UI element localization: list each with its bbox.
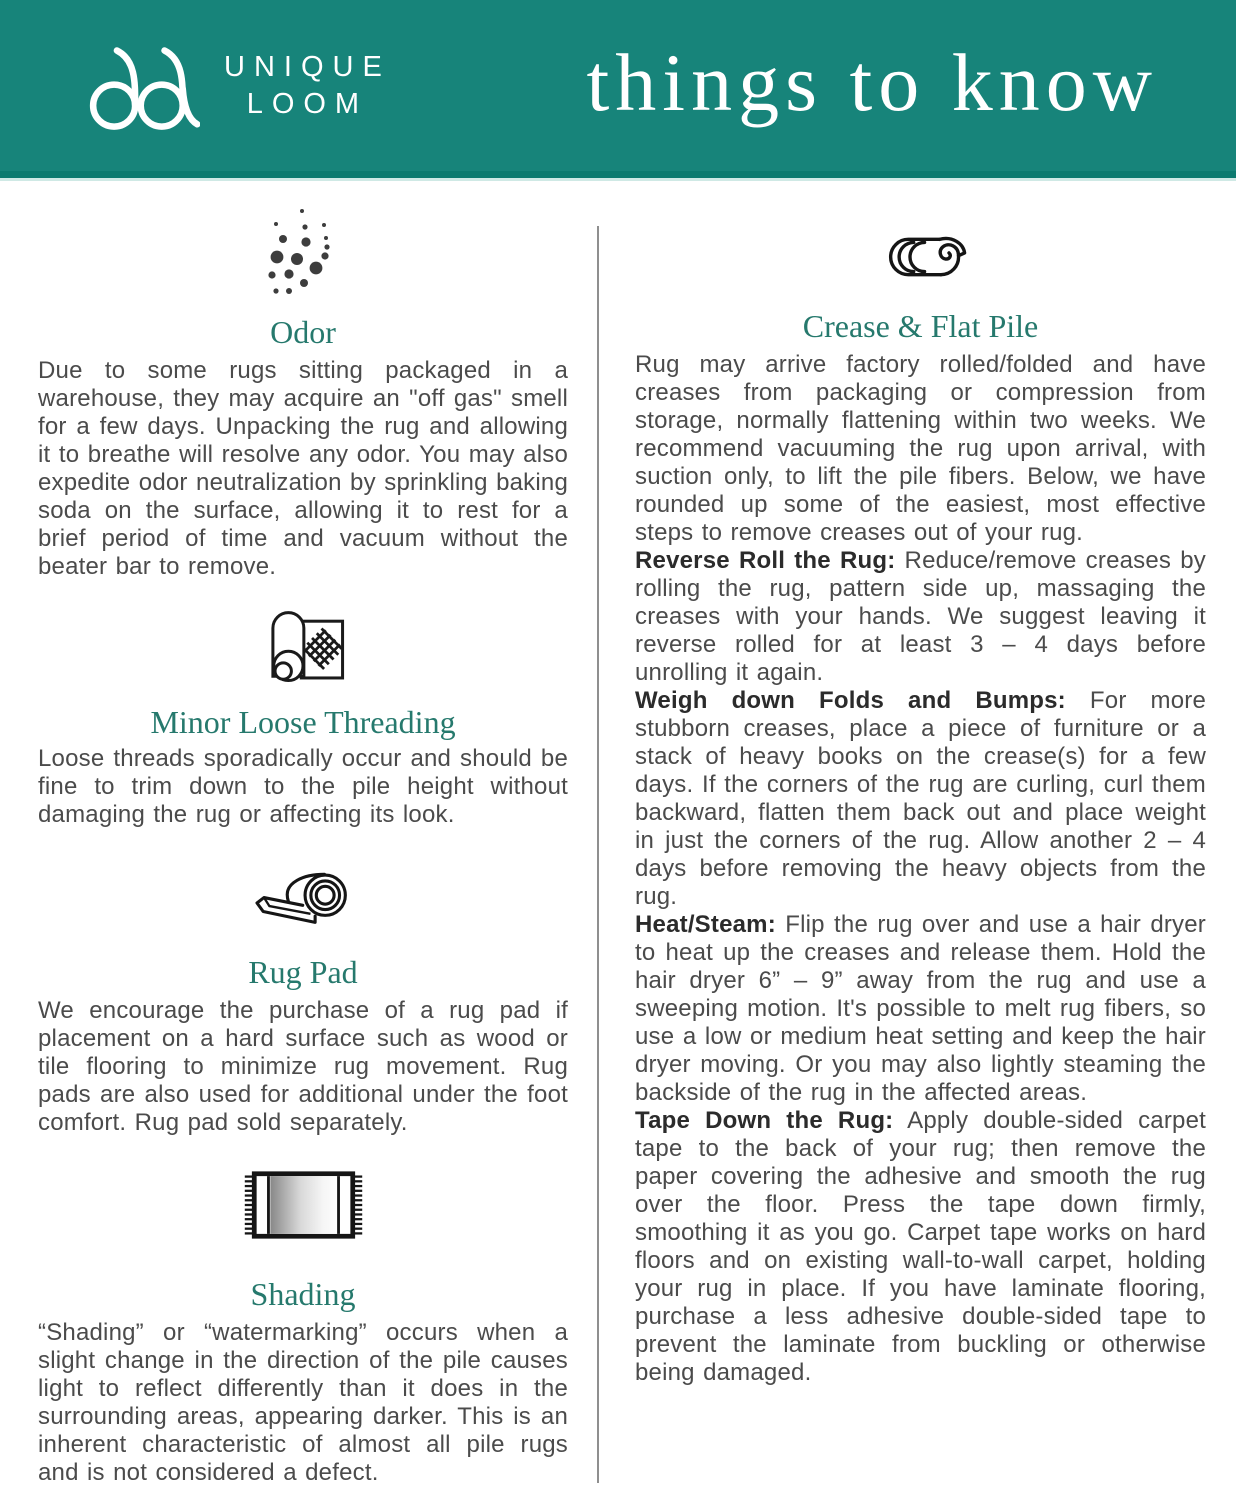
section-body-threading: Loose threads sporadically occur and should be fine to trim down to the pile height without damaging the rug or affecting its look. [38,745,568,828]
tip-tape-down [635,1107,1206,1387]
section-intro-crease: Rug may arrive factory rolled/folded and have creases from packaging or compression from storage, normally flattening within two weeks. We recommend vacuuming the rug upon arrival, with suction only, to lift the pile fibers. Below, we have rounded up some of the easiest, most effective steps to remove creases out of your rug. [635,351,1206,546]
section-title-crease: Crease & Flat Pile [802,308,1039,344]
tip-reverse-roll-text: Reduce/remove creases by rolling the rug, pattern side up, massaging the creases with your hands. We suggest leaving it reverse rolled for at least 3 – 4 days before unrolling it again. [635,547,1206,686]
tip-heat-steam-text: Flip the rug over and use a hair dryer to heat up the creases and release them. Hold the hair dryer 6” – 9” away from the rug and use a sweeping motion. It's possible to melt rug fibers, so use a low or medium heat setting and keep the hair dryer moving. Or you may also lightly steaming the backside of the rug in the affected areas. [635,911,1207,1106]
section-title-shading: Shading [250,1276,356,1312]
tip-weigh-down-label: Weigh down Folds and Bumps: [635,687,1066,714]
header-banner [0,0,1236,178]
tip-tape-down-label: Tape Down the Rug: [635,1107,894,1134]
section-crease [635,231,1206,1387]
tip-weigh-down-text: For more stubborn creases, place a piece of furniture or a stack of heavy books on the crease(s) for a few days. If the corners of the rug are curling, curl them backward, flatten them back out and place weight in just the corners of the rug. Allow another 2 – 4 days before removing the heavy objects from the rug. [635,687,1207,910]
odor-icon-wrap [38,197,568,309]
brand [88,36,391,136]
brand-line-1: UNIQUE [224,50,391,83]
rugpad-icon-wrap [38,865,568,927]
section-title-rugpad: Rug Pad [248,954,358,990]
section-body-odor: Due to some rugs sitting packaged in a warehouse, they may acquire an "off gas" smell for a few days. Unpacking the rug and allowing it to breathe will resolve any odor. You may also expedite odor neutralization by sprinkling baking soda on the surface, allowing it to rest for a brief period of time and vacuum without the beater bar to remove. [38,357,568,580]
section-title-threading: Minor Loose Threading [150,704,456,740]
tip-reverse-roll-label: Reverse Roll the Rug: [635,547,896,574]
section-threading [38,603,568,829]
section-odor [38,197,568,581]
fringed-rug-icon [241,1167,366,1243]
crease-icon-wrap [635,231,1206,283]
page-title: things to know [586,36,1158,128]
brand-line-2: LOOM [246,87,369,120]
tip-heat-steam-label: Heat/Steam: [635,911,776,938]
right-column [635,181,1206,1387]
section-title-odor: Odor [270,314,336,350]
left-column [38,181,568,1487]
unique-loom-logo-icon [88,36,200,136]
threading-icon-wrap [38,603,568,691]
section-rugpad [38,865,568,1137]
tip-weigh-down [635,687,1206,911]
rolled-rug-crosshatch-icon [255,604,351,690]
rolled-rug-side-icon [873,231,968,283]
tip-tape-down-text: Apply double-sided carpet tape to the back of your rug; then remove the paper covering the adhesive and smooth the rug over the floor. Press the tape down firmly, smoothing it as you go. Carpet tape works on hard floors and on existing wall-to-wall carpet, holding your rug in place. If you have laminate flooring, purchase a less adhesive double-sided tape to prevent the laminate from buckling or otherwise being damaged. [635,1107,1206,1386]
column-divider [597,226,599,1483]
rug-pad-roll-icon [253,865,354,927]
section-body-shading: “Shading” or “watermarking” occurs when a slight change in the direction of the pile causes light to reflect differently than it does in the surrounding areas, appearing darker. This is an inherent characteristic of almost all pile rugs and is not considered a defect. [38,1319,568,1486]
odor-particles-icon [253,201,353,305]
brand-name [224,49,391,123]
section-shading [38,1167,568,1487]
content-area [0,181,1236,1493]
shading-icon-wrap [38,1167,568,1243]
section-body-rugpad: We encourage the purchase of a rug pad if placement on a hard surface such as wood or tile flooring to minimize rug movement. Rug pads are also used for additional under the foot comfort. Rug pad sold separately. [38,997,568,1136]
tip-heat-steam [635,911,1206,1107]
tip-reverse-roll [635,547,1206,687]
